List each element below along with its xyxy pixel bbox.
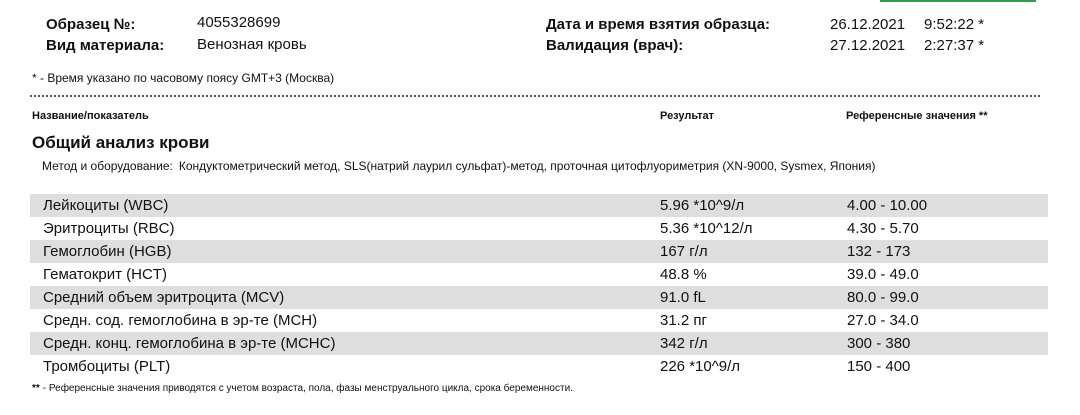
test-reference: 80.0 - 99.0 bbox=[847, 289, 919, 306]
test-reference: 300 - 380 bbox=[847, 335, 911, 352]
test-reference: 150 - 400 bbox=[847, 358, 911, 375]
table-row bbox=[30, 355, 1048, 378]
test-result: 342 г/л bbox=[660, 335, 708, 352]
test-name: Средн. сод. гемоглобина в эр-те (MCH) bbox=[43, 312, 318, 329]
test-result: 91.0 fL bbox=[660, 289, 706, 306]
method-text: Кондуктометрический метод, SLS(натрий лаурил сульфат)-метод, проточная цитофлуориметрия (XN-9000, Sysmex, Япония) bbox=[178, 159, 876, 173]
sample-number-label: Образец №: bbox=[46, 16, 136, 33]
test-result: 167 г/л bbox=[660, 243, 708, 260]
test-reference: 39.0 - 49.0 bbox=[847, 266, 919, 283]
column-header-name: Название/показатель bbox=[32, 110, 149, 122]
validation-date: 27.12.2021 bbox=[830, 37, 906, 54]
table-row bbox=[30, 332, 1048, 355]
table-row bbox=[30, 240, 1048, 263]
test-reference: 132 - 173 bbox=[847, 243, 911, 260]
table-row bbox=[30, 217, 1048, 240]
column-header-reference: Референсные значения ** bbox=[846, 110, 988, 122]
footnote-text: - Референсные значения приводятся с учетом возраста, пола, фазы менструального цикла, срока беременности. bbox=[42, 383, 573, 394]
collection-time: 9:52:22 * bbox=[924, 16, 985, 33]
validation-label: Валидация (врач): bbox=[546, 37, 684, 54]
timezone-note: * - Время указано по часовому поясу GMT+3 (Москва) bbox=[32, 71, 335, 85]
sample-number-value: 4055328699 bbox=[197, 14, 281, 31]
test-name: Эритроциты (RBC) bbox=[43, 220, 175, 237]
test-result: 5.96 *10^9/л bbox=[660, 197, 745, 214]
test-reference: 27.0 - 34.0 bbox=[847, 312, 919, 329]
test-reference: 4.00 - 10.00 bbox=[847, 197, 928, 214]
test-name: Средн. конц. гемоглобина в эр-те (MCHC) bbox=[43, 335, 336, 352]
reference-footnote bbox=[32, 382, 573, 396]
test-result: 226 *10^9/л bbox=[660, 358, 741, 375]
method-description bbox=[42, 156, 942, 176]
method-label: Метод и оборудование: bbox=[42, 159, 173, 173]
material-label: Вид материала: bbox=[46, 37, 165, 54]
validation-time: 2:27:37 * bbox=[924, 37, 985, 54]
test-name: Гематокрит (HCT) bbox=[43, 266, 167, 283]
collection-date: 26.12.2021 bbox=[830, 16, 906, 33]
column-header-result: Результат bbox=[660, 110, 715, 122]
header-accent-line bbox=[880, 0, 1036, 2]
test-name: Гемоглобин (HGB) bbox=[43, 243, 172, 260]
test-result: 48.8 % bbox=[660, 266, 707, 283]
test-result: 5.36 *10^12/л bbox=[660, 220, 753, 237]
table-row bbox=[30, 194, 1048, 217]
test-name: Лейкоциты (WBC) bbox=[43, 197, 169, 214]
test-name: Средний объем эритроцита (MCV) bbox=[43, 289, 285, 306]
test-reference: 4.30 - 5.70 bbox=[847, 220, 919, 237]
table-row bbox=[30, 286, 1048, 309]
material-value: Венозная кровь bbox=[197, 36, 307, 53]
collection-datetime-label: Дата и время взятия образца: bbox=[546, 16, 771, 33]
dotted-divider bbox=[30, 95, 1040, 97]
table-row bbox=[30, 263, 1048, 286]
test-name: Тромбоциты (PLT) bbox=[43, 358, 171, 375]
section-title: Общий анализ крови bbox=[32, 133, 210, 152]
results-table bbox=[30, 194, 1048, 378]
footnote-mark: ** bbox=[32, 383, 40, 394]
table-row bbox=[30, 309, 1048, 332]
test-result: 31.2 пг bbox=[660, 312, 707, 329]
